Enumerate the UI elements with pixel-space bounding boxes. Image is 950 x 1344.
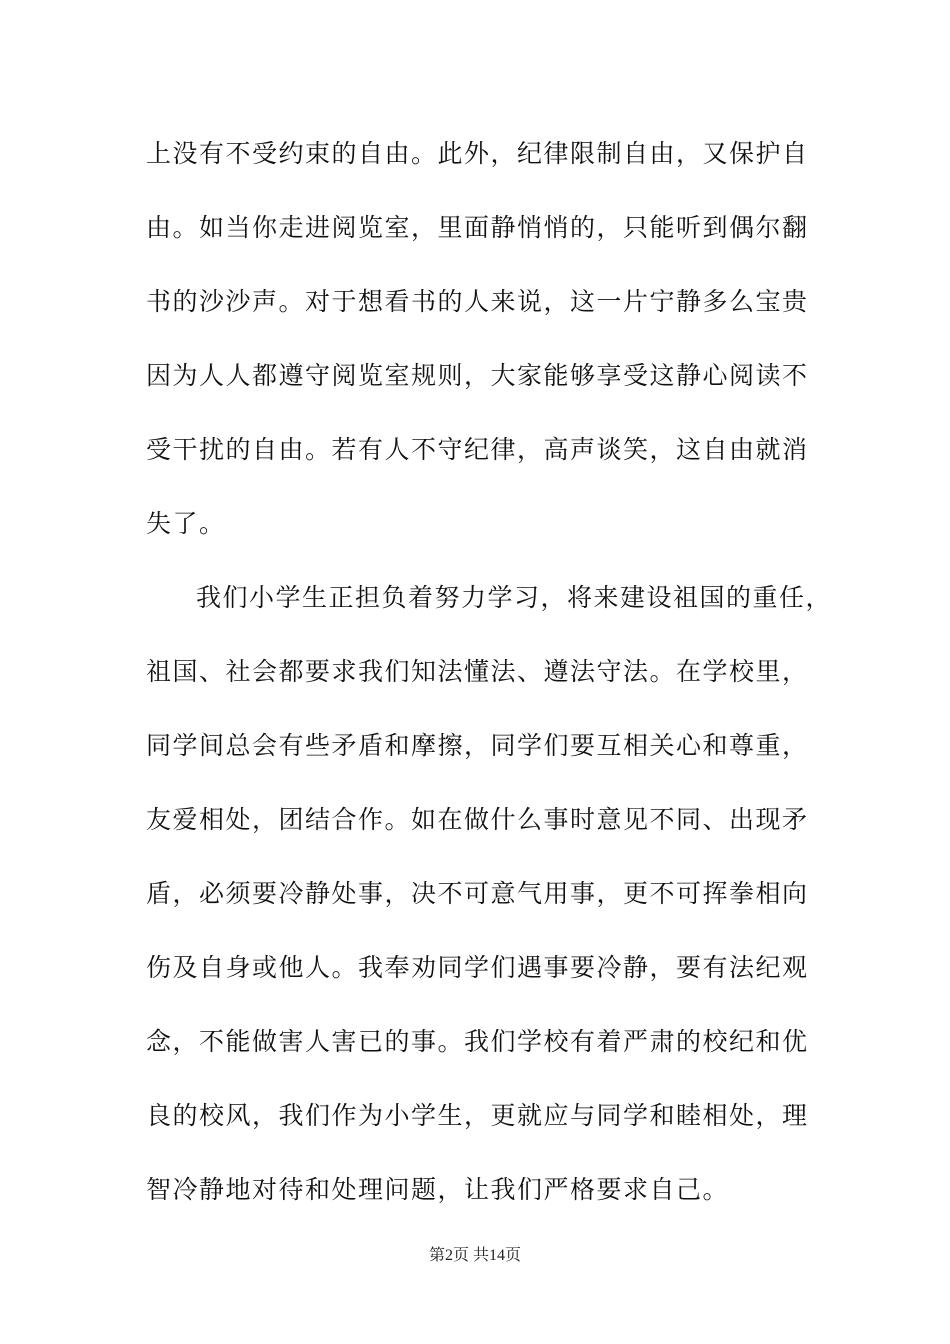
text-line: 良的校风，我们作为小学生，更就应与同学和睦相处，理: [146, 1101, 809, 1130]
text-line: 祖国、社会都要求我们知法懂法、遵法守法。在学校里，: [146, 657, 809, 686]
text-line: 伤及自身或他人。我奉劝同学们遇事要冷静，要有法纪观: [146, 953, 809, 982]
page-footer: 第2页 共14页: [428, 1247, 521, 1264]
text-line: 同学间总会有些矛盾和摩擦，同学们要互相关心和尊重，: [146, 731, 809, 760]
paragraph-first-line: 我们小学生正担负着努力学习，将来建设祖国的重任，: [196, 583, 833, 612]
text-line: 由。如当你走进阅览室，里面静悄悄的，只能听到偶尔翻: [146, 213, 809, 242]
text-line: 友爱相处，团结合作。如在做什么事时意见不同、出现矛: [146, 805, 809, 834]
body-text: [146, 128, 833, 1238]
text-line: 盾，必须要冷静处事，决不可意气用事，更不可挥拳相向: [146, 879, 809, 908]
text-line: 受干扰的自由。若有人不守纪律，高声谈笑，这自由就消: [146, 435, 809, 464]
text-line: 书的沙沙声。对于想看书的人来说，这一片宁静多么宝贵: [146, 287, 809, 316]
text-line: 念，不能做害人害已的事。我们学校有着严肃的校纪和优: [146, 1027, 809, 1056]
text-line: 智冷静地对待和处理问题，让我们严格要求自己。: [146, 1175, 730, 1204]
text-line: 失了。: [146, 509, 226, 538]
text-line: 因为人人都遵守阅览室规则，大家能够享受这静心阅读不: [146, 361, 809, 390]
text-line: 上没有不受约束的自由。此外，纪律限制自由，又保护自: [146, 139, 809, 168]
